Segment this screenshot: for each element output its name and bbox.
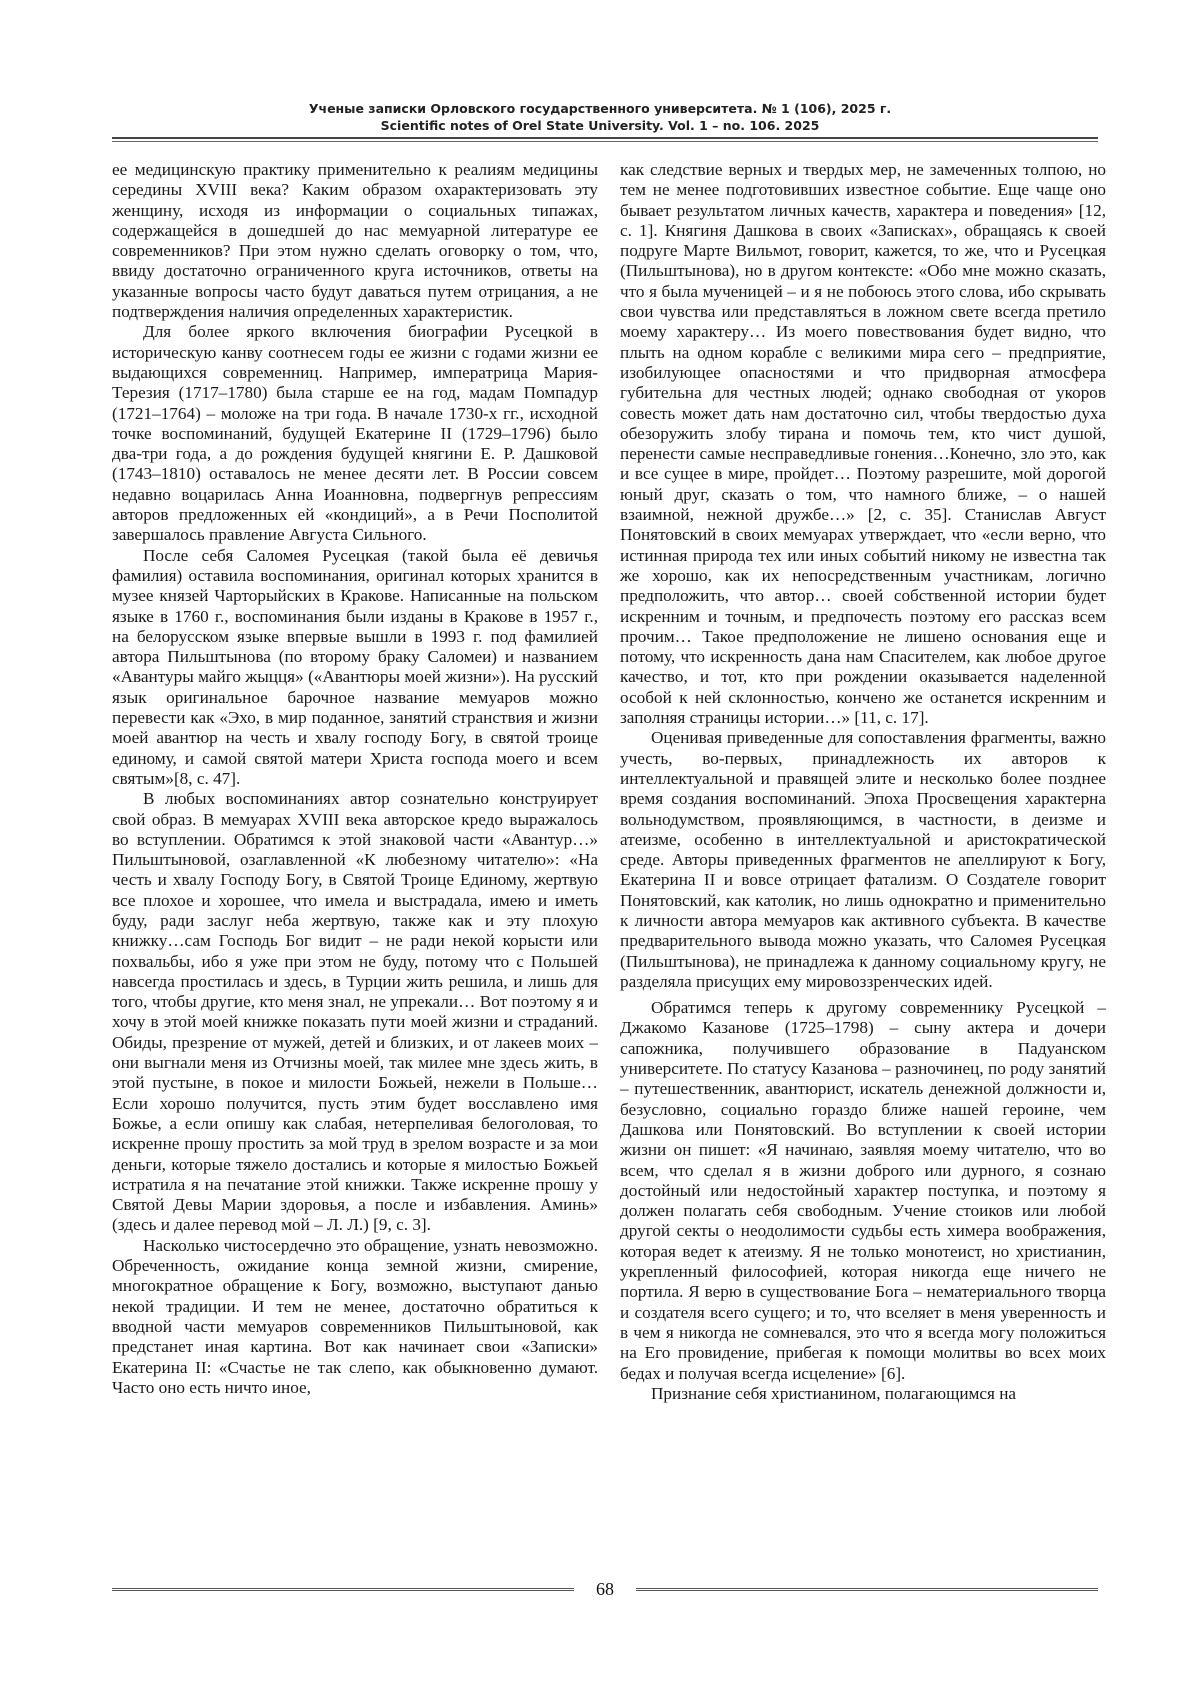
journal-title-en: Scientific notes of Orel State University. Vol. 1 – no. 106. 2025 bbox=[380, 118, 820, 133]
paragraph: Признание себя христианином, полагающимся на bbox=[651, 1383, 1017, 1403]
journal-title-ru: Ученые записки Орловского государственного университета. № 1 (106), 2025 г. bbox=[308, 101, 892, 116]
paragraph: После себя Саломея Русецкая (такой была её девичья фамилия) оставила воспоминания, оригинал которых хранится в музее князей Чарторыйских в Кракове. Написанные на польском языке в 1760 г., воспоминания были изданы в Кракове в 1957 г., на белорусском языке впервые вышли в 1993 г. под фамилией автора Пильштынова (по второму браку Саломеи) и названием «Авантуры майго жыцця» («Авантюры моей жизни»). На русский язык оригинальное барочное название мемуаров можно перевести как «Эхо, в мир поданное, занятий странствия и жизни моей авантюр на честь и хвалу господу Богу, в святой троице единому, и самой святой матери Христа господа моего и всем святым»[8, с. 47]. bbox=[112, 545, 598, 788]
right-column bbox=[620, 160, 1106, 1404]
paragraph: как следствие верных и твердых мер, не замеченных толпою, но тем не менее подготовивших известное событие. Еще чаще оно бывает результатом личных качеств, характера и поведения» [12, с. 1]. Княгиня Дашкова в своих «Записках», обращаясь к своей подруге Марте Вильмот, говорит, кажется, то же, что и Русецкая (Пильштынова), но в другом контексте: «Обо мне можно сказать, что я была мученицей – и я не побоюсь этого слова, ибо скрывать свои чувства или представляться в ложном свете всегда претило моему характеру… Из моего повествования будет видно, что плыть на одном корабле с великими мира сего – предприятие, изобилующее опасностями и что придворная атмосфера губительна для честных людей; однако свободная от укоров совесть может дать нам достаточно сил, чтобы твердостью духа обезоружить злобу тирана и помочь тем, кто чист душой, перенести самые несправедливые гонения…Конечно, зло это, как и все сущее в мире, пройдет… Поэтому разрешите, мой дорогой юный друг, сказать о том, что намного ближе, – о нашей взаимной, нежной дружбе…» [2, с. 35]. Станислав Август Понятовский в своих мемуарах утверждает, что «если верно, что истинная природа тех или иных событий никому не известна так же хорошо, как их непосредственным участникам, логично предположить, что автор… своей собственной истории будет искренним и точным, и предпочесть поэтому его рассказ всем прочим… Такое предположение не лишено основания еще и потому, что искренность дана нам Спасителем, как любое другое качество, и тот, кто при рождении оказывается наделенной особой к ней склонностью, кончено же останется искренним и заполняя страницы истории…» [11, с. 17]. bbox=[620, 160, 1106, 728]
header-rule-thin bbox=[112, 141, 1098, 142]
running-header bbox=[0, 100, 1200, 134]
footer-rule-left bbox=[112, 1588, 574, 1591]
paragraph: ее медицинскую практику применительно к реалиям медицины середины XVIII века? Каким образом охарактеризовать эту женщину, исходя из информации о социальных типажах, содержащейся в дошедшей до нас мемуарной литературе ее современников? При этом нужно сделать оговорку о том, что, ввиду достаточно ограниченного круга источников, ответы на указанные вопросы часто будут даваться путем отрицания, а не подтверждения наличия определенных характеристик. bbox=[112, 160, 598, 322]
paragraph: Насколько чистосердечно это обращение, узнать невозможно. Обреченность, ожидание конца земной жизни, смирение, многократное обращение к Богу, возможно, выступают данью некой традиции. И тем не менее, достаточно обратиться к вводной части мемуаров современников Пильштыновой, как предстанет иная картина. Вот как начинает свои «Записки» Екатерина II: «Счастье не так слепо, как обыкновенно думают. Часто оно есть ничто иное, bbox=[112, 1235, 598, 1397]
paragraph: Обратимся теперь к другому современнику Русецкой – Джакомо Казанове (1725–1798) – сыну актера и дочери сапожника, получившего образование в Падуанском университете. По статусу Казанова – разночинец, по роду занятий – путешественник, авантюрист, искатель денежной должности и, безусловно, социально гораздо ближе нашей героине, чем Дашкова или Понятовский. Во вступлении к своей истории жизни он пишет: «Я начинаю, заявляя моему читателю, что во всем, что сделал я в жизни доброго или дурного, я сознаю достойный или недостойный характер поступка, и поэтому я должен полагать себя свободным. Учение стоиков или любой другой секты о неодолимости судьбы есть химера воображения, которая ведет к атеизму. Я не только монотеист, но христианин, укрепленный философией, которая никогда еще ничего не портила. Я верю в существование Бога – нематериального творца и создателя всего сущего; и то, что вселяет в меня уверенность и в чем я никогда не сомневался, это что я всегда могу положиться на Его провидение, прибегая к помощи молитвы во всех моих бедах и получая всегда исцеление» [6]. bbox=[620, 998, 1106, 1383]
paragraph: В любых воспоминаниях автор сознательно конструирует свой образ. В мемуарах XVIII века авторское кредо выражалось во вступлении. Обратимся к этой знаковой части «Авантур…» Пильштыновой, озаглавленной «К любезному читателю»: «На честь и хвалу Господу Богу, в Святой Троице Единому, жертвую все плохое и хорошее, что имела и выстрадала, имею и иметь буду, ради заслуг неба жертвую, также как и эту плохую книжку…сам Господь Бог видит – не ради некой корысти или похвальбы, ибо я уже при этом не буду, потому что с Польшей навсегда простилась и здесь, в Турции жить решила, и лишь для того, чтобы другие, кто меня знал, не упрекали… Вот поэтому я и хочу в этой моей книжке показать пути моей жизни и страданий. Обиды, презрение от мужей, детей и близких, и от лакеев моих – они выгнали меня из Отчизны моей, так милее мне здесь жить, в этой пустыне, в покое и милости Божьей, нежели в Польше…Если хорошо получится, пусть этим будет восславлено имя Божье, а если опишу как слабая, нетерпеливая белоголовая, то искренне прошу простить за мой труд в зрелом возрасте и за мои деньги, которые тяжело достались и которые я милостью Божьей истратила я на печатание этой книжки. Также искренне прошу у Святой Девы Марии здоровья, а после и избавления. Аминь» (здесь и далее перевод мой – Л. Л.) [9, с. 3]. bbox=[112, 789, 598, 1235]
paragraph: Оценивая приведенные для сопоставления фрагменты, важно учесть, во-первых, принадлежность их авторов к интеллектуальной и правящей элите и несколько более позднее время создания воспоминаний. Эпоха Просвещения характерна вольнодумством, проявляющимся, в частности, в деизме и атеизме, особенно в интеллектуальной и аристократической среде. Авторы приведенных фрагментов не апеллируют к Богу, Екатерина II и вовсе отрицает фатализм. О Создателе говорит Понятовский, как католик, но лишь однократно и применительно к личности автора мемуаров как активного субъекта. В качестве предварительного вывода можно указать, что Саломея Русецкая (Пильштынова), не принадлежа к данному социальному кругу, не разделяла присущих ему мировоззренческих идей. bbox=[620, 728, 1106, 991]
paragraph: Для более яркого включения биографии Русецкой в историческую канву соотнесем годы ее жизни с годами жизни ее выдающихся современниц. Например, императрица Мария-Терезия (1717–1780) была старше ее на год, мадам Помпадур (1721–1764) – моложе на три года. В начале 1730-х гг., исходной точке воспоминаний, будущей Екатерине II (1729–1796) было два-три года, а до рождения будущей княгини Е. Р. Дашковой (1743–1810) оставалось не менее десяти лет. В России совсем недавно воцарилась Анна Иоанновна, подвергнув репрессиям авторов предложенных ей «кондиций», а в Речи Посполитой завершалось правление Августа Сильного. bbox=[112, 322, 598, 545]
page-footer bbox=[112, 1579, 1098, 1604]
footer-rule-right bbox=[636, 1588, 1098, 1591]
header-rule bbox=[112, 137, 1098, 139]
left-column bbox=[112, 160, 598, 1398]
page-number: 68 bbox=[596, 1579, 614, 1599]
